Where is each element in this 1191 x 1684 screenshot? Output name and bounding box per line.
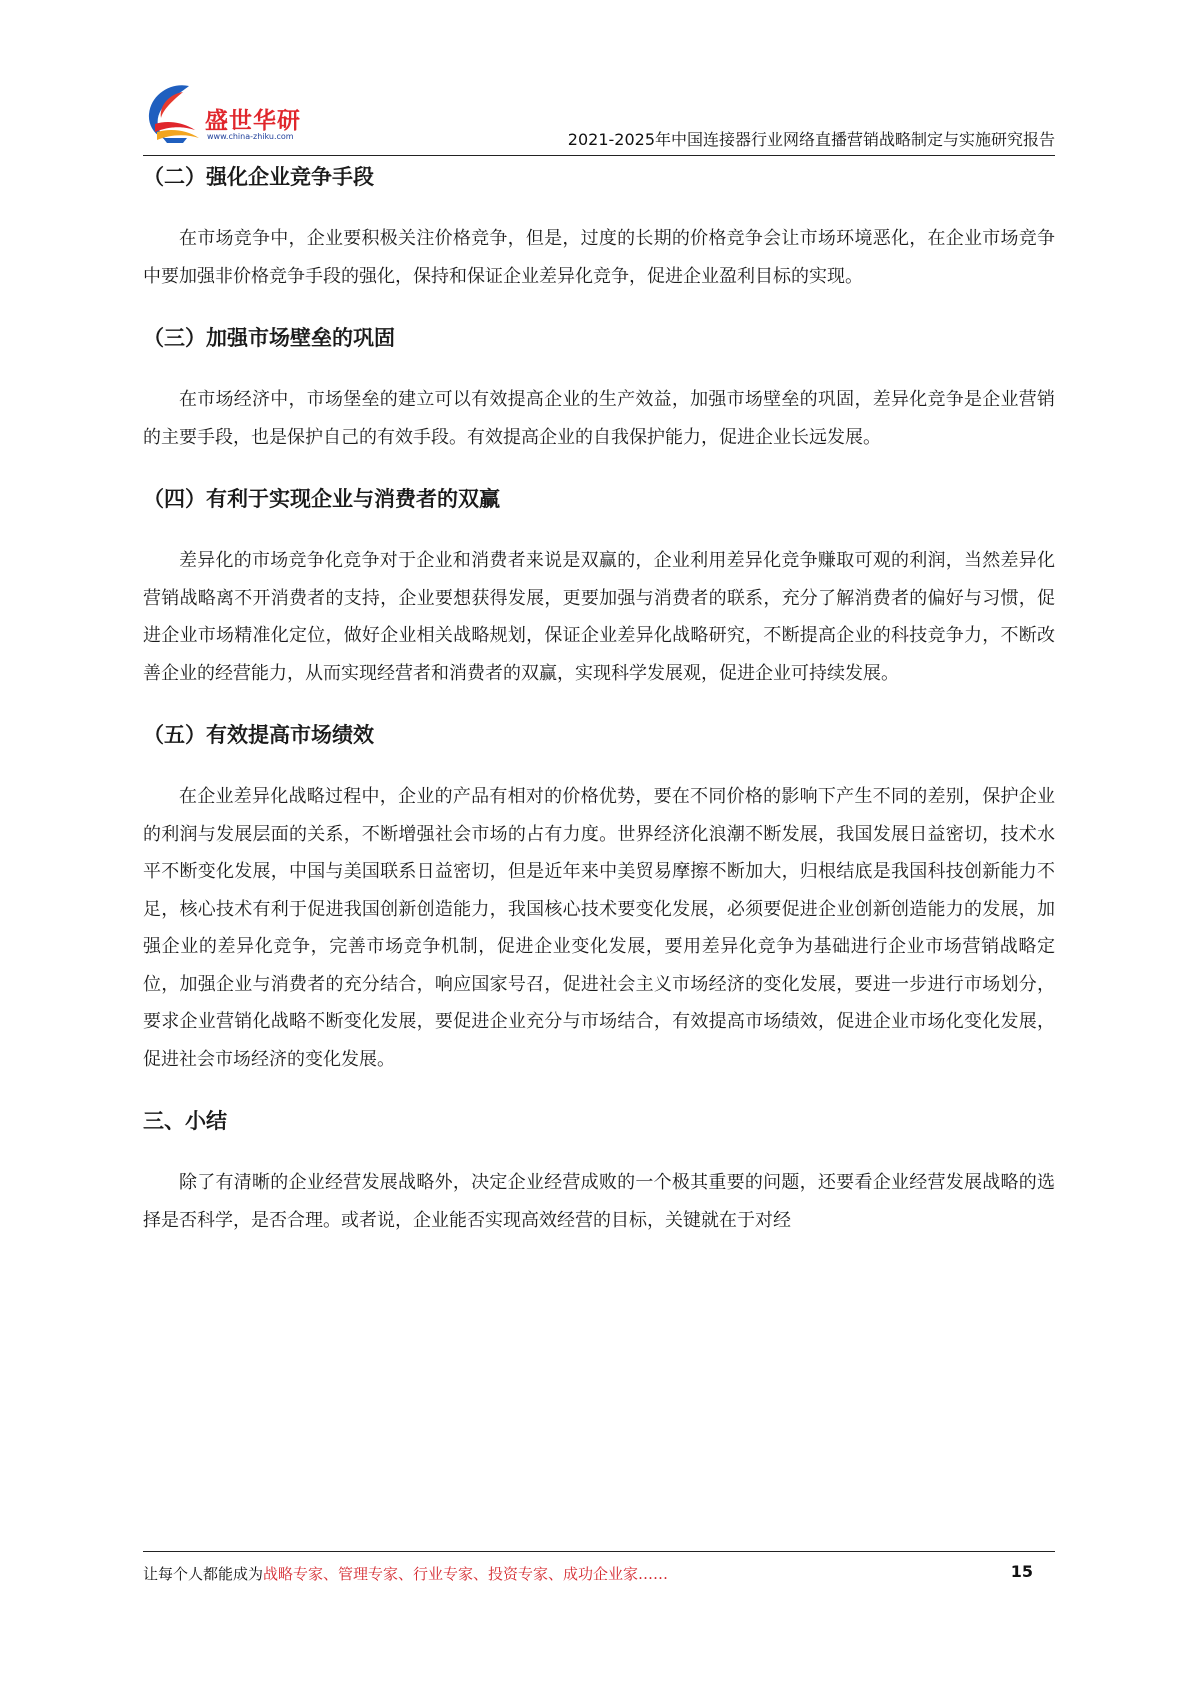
section-paragraph: 在企业差异化战略过程中，企业的产品有相对的价格优势，要在不同价格的影响下产生不同的差别，保护企业的利润与发展层面的关系，不断增强社会市场的占有力度。世界经济化浪潮不断发展，我国发展日益密切，技术水平不断变化发展，中国与美国联系日益密切，但是近年来中美贸易摩擦不断加大，归根结底是我国科技创新能力不足，核心技术有利于促进我国创新创造能力，我国核心技术要变化发展，必须要促进企业创新创造能力的发展，加强企业的差异化竞争，完善市场竞争机制，促进企业变化发展，要用差异化竞争为基础进行企业市场营销战略定位，加强企业与消费者的充分结合，响应国家号召，促进社会主义市场经济的变化发展，要进一步进行市场划分，要求企业营销化战略不断变化发展，要促进企业充分与市场结合，有效提高市场绩效，促进企业市场化变化发展，促进社会市场经济的变化发展。 — [143, 786, 1055, 1070]
slogan-highlight: 战略专家、管理专家、行业专家、投资专家、成功企业家…… — [263, 1565, 669, 1583]
footer-divider — [143, 1551, 1055, 1552]
page-header — [143, 80, 1055, 158]
section-heading: 三、小结 — [143, 1109, 227, 1133]
logo-url: www.china-zhiku.com — [207, 132, 294, 141]
report-title: 2021-2025年中国连接器行业网络直播营销战略制定与实施研究报告 — [567, 130, 1055, 149]
section-heading: （二）强化企业竞争手段 — [143, 165, 374, 189]
section-heading: （四）有利于实现企业与消费者的双赢 — [143, 487, 500, 511]
footer-slogan — [143, 1563, 668, 1584]
page-number: 15 — [1010, 1562, 1033, 1581]
document-body — [143, 162, 1055, 1239]
logo-name: 盛世华研 — [205, 108, 301, 134]
section-paragraph: 除了有清晰的企业经营发展战略外，决定企业经营成败的一个极其重要的问题，还要看企业经营发展战略的选择是否科学，是否合理。或者说，企业能否实现高效经营的目标，关键就在于对经 — [143, 1172, 1055, 1231]
logo-emblem-icon — [143, 80, 213, 146]
page-footer — [143, 1551, 1055, 1591]
company-logo — [143, 80, 313, 150]
section-heading: （五）有效提高市场绩效 — [143, 723, 374, 747]
section-paragraph: 在市场经济中，市场堡垒的建立可以有效提高企业的生产效益，加强市场壁垒的巩固，差异化竞争是企业营销的主要手段，也是保护自己的有效手段。有效提高企业的自我保护能力，促进企业长远发展。 — [143, 389, 1055, 448]
header-divider — [143, 155, 1055, 156]
section-heading: （三）加强市场壁垒的巩固 — [143, 326, 395, 350]
section-paragraph: 在市场竞争中，企业要积极关注价格竞争，但是，过度的长期的价格竞争会让市场环境恶化，在企业市场竞争中要加强非价格竞争手段的强化，保持和保证企业差异化竞争，促进企业盈利目标的实现。 — [143, 228, 1055, 287]
section-paragraph: 差异化的市场竞争化竞争对于企业和消费者来说是双赢的，企业利用差异化竞争赚取可观的利润，当然差异化营销战略离不开消费者的支持，企业要想获得发展，更要加强与消费者的联系，充分了解消费者的偏好与习惯，促进企业市场精准化定位，做好企业相关战略规划，保证企业差异化战略研究，不断提高企业的科技竞争力，不断改善企业的经营能力，从而实现经营者和消费者的双赢，实现科学发展观，促进企业可持续发展。 — [143, 550, 1055, 684]
slogan-prefix: 让每个人都能成为 — [143, 1565, 264, 1583]
